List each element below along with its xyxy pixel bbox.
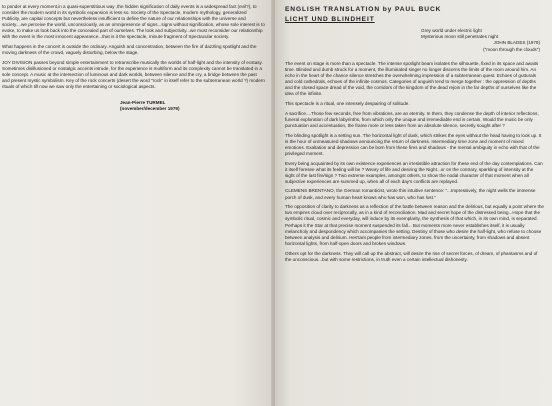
right-paragraph-4: The blinding spotlight is a setting sun. The horizontal light of dusk, which strikes the eyes without the head having to look up. It is the hour of unmeasured shadows announcing the return of darkness. Intermediary time zone and moment of mixed emotions. Exaltation and depression can be born from these fires and shadows - the mental ambiguity in echo with that of the privileged moment. xyxy=(285,132,542,156)
right-paragraph-5: Every being acquainted by its own existence experiences an irresistible attraction for these end of the day contemplations. Can it itself foresee what its feeling will be ? Weary of life and desiring the Night...or on the contrary, sparkling of intensity at the sight of the last fire/sign ? Two extreme examples, amongst others, to show the nodal character of that moment when all subjective experiences are summed up, when all of each day's conflicts are replayed. xyxy=(285,160,543,184)
left-paragraph-2: What happens in the concert is outside the ordinary. Anguish and concentration, between the fire of dazzling spotlight and the moving darkness of the crowd, vaguely disturbing, below the stage. xyxy=(2,44,257,56)
right-page xyxy=(275,0,552,406)
right-paragraph-3: A sacrifice....Those few seconds, free from vibrations, are an eternity. In them, they condense the depth of interior reflections, funeral exploration of dark labyrinths, from which only the unique and irremediable end is certain. Would the music be only punctuation and accentuation, the frame more or less taken from an absolute silence, secretly sought after ? xyxy=(285,110,539,128)
epigraph xyxy=(421,28,544,53)
right-paragraph-8: Others opt for the darkness. They will call up the abstract, will desire the rise of secret forces, of dream, of phantasms and of the unconscious...but with some restrictions, in truth even a certain intellectual dishonesty. xyxy=(285,250,538,262)
right-paragraph-6: CLEMENS BRENTANO, the German romanticist, wrote this intuitive sentence: "...Impressively, the night wells the immense porch of dusk, and every human heart knows who has won, who has lost." xyxy=(285,188,536,200)
epigraph-line-1: Grey world under electric light xyxy=(421,28,482,33)
left-page xyxy=(0,0,273,406)
right-paragraph-7: The opposition of clarity to darkness as a reflection of the battle between reason and the delirious, but equally a point where the two empires cloud over reciprocally, as in a kind of reconciliation. Mad and secret hope of the distressed being...Hope that the symbolic ritual, cosmic and everyday, will induce by its exemplarity, the synthesis of that which, in its own mind, is separated. Perhaps it the Star at that precise moment suspended its fall... But moments more never establishes itself, it is usually melancholy and despondency which accompanies the setting. Destiny of those who desire the half-light, who refuse to choose between analysis and delirium. Hes'tant people from intermediary zones, from the uncertainty, from shadows and absent horizontal lights, from half-open doors and broken windows. xyxy=(285,204,544,246)
epigraph-line-2: Mysterious moon still penetrates night xyxy=(421,34,499,40)
signature-block xyxy=(120,100,265,112)
epigraph-source: ("moon through the clouds") xyxy=(483,46,540,52)
right-paragraph-1: The event on stage is more than a spectacle. The intense spotlight beam isolates the silhouette, fixed in its space and awaits time. Blinded and dumb struck for a moment, the illuminated singer no longer discerns the limits of the room around him. An echo in the heart of the chance silence stretches the overwhelming impression of a subterranean quest. Echoes of gutturals and cold cathedrals, echoes of the infinite cosmos. Categories of anguish tend to merge together : the oppression of depths and the closed space dread of the void, the corridors of the kingdom of the dead rejoin in the far depths of ourselves like the idea of the infinite. xyxy=(285,60,539,97)
signature-date: (november/december 1979) xyxy=(120,106,180,112)
translation-heading: ENGLISH TRANSLATION by PAUL BUCK xyxy=(285,6,442,13)
right-paragraph-2: This spectacle is a ritual, one intensely despairing of solitude. xyxy=(285,100,410,106)
left-paragraph-1: to ponder at every moment,in a quasi-superstitious way ,the hidden signification of daily events is a widespread fact (evil?), to consider the modern world in its symbolic expansion is less so. Society of the Spectacle, modern mythology, generalized Publicity, are capital concepts but nevertheless insufficient to define the nature of our relationships with the universe and society....we perceive the world, unconsciously, as an omnipresence of signs...signs without signification, whose sole interest is to evoke, to make us look back into the concealed part of ourselves. The look and subjectivity...we must reconsider our relationship with the event in the most innocent appearance...that is it the spectacle, minute fragment of Spectacular society. xyxy=(2,4,265,40)
epigraph-author: JOHN BLADES (1979) xyxy=(493,40,540,46)
article-title: LICHT UND BLINDHEIT xyxy=(285,16,375,23)
signature-name: Jean-Pierre TURMEL xyxy=(120,100,166,106)
left-paragraph-3: JOY DIVISION passes beyond simple entertainment to retranscribe musically the worlds of half-light and the intensity of ecstasy. Sometimes disillusioned or nostalgic accents intrude, for the experience is multiform and its complexity cannot be translated in a sole concept. A music at the intersection of luminous and dark worlds, between silence and the cry, a bridge between the past and present mystic symbolism. Key of the rock concerts (desert the word "rock" in itself refer to the subterranean world ?) modern rituals of which till now we saw only the entertaining or sociological aspects. xyxy=(2,59,265,90)
